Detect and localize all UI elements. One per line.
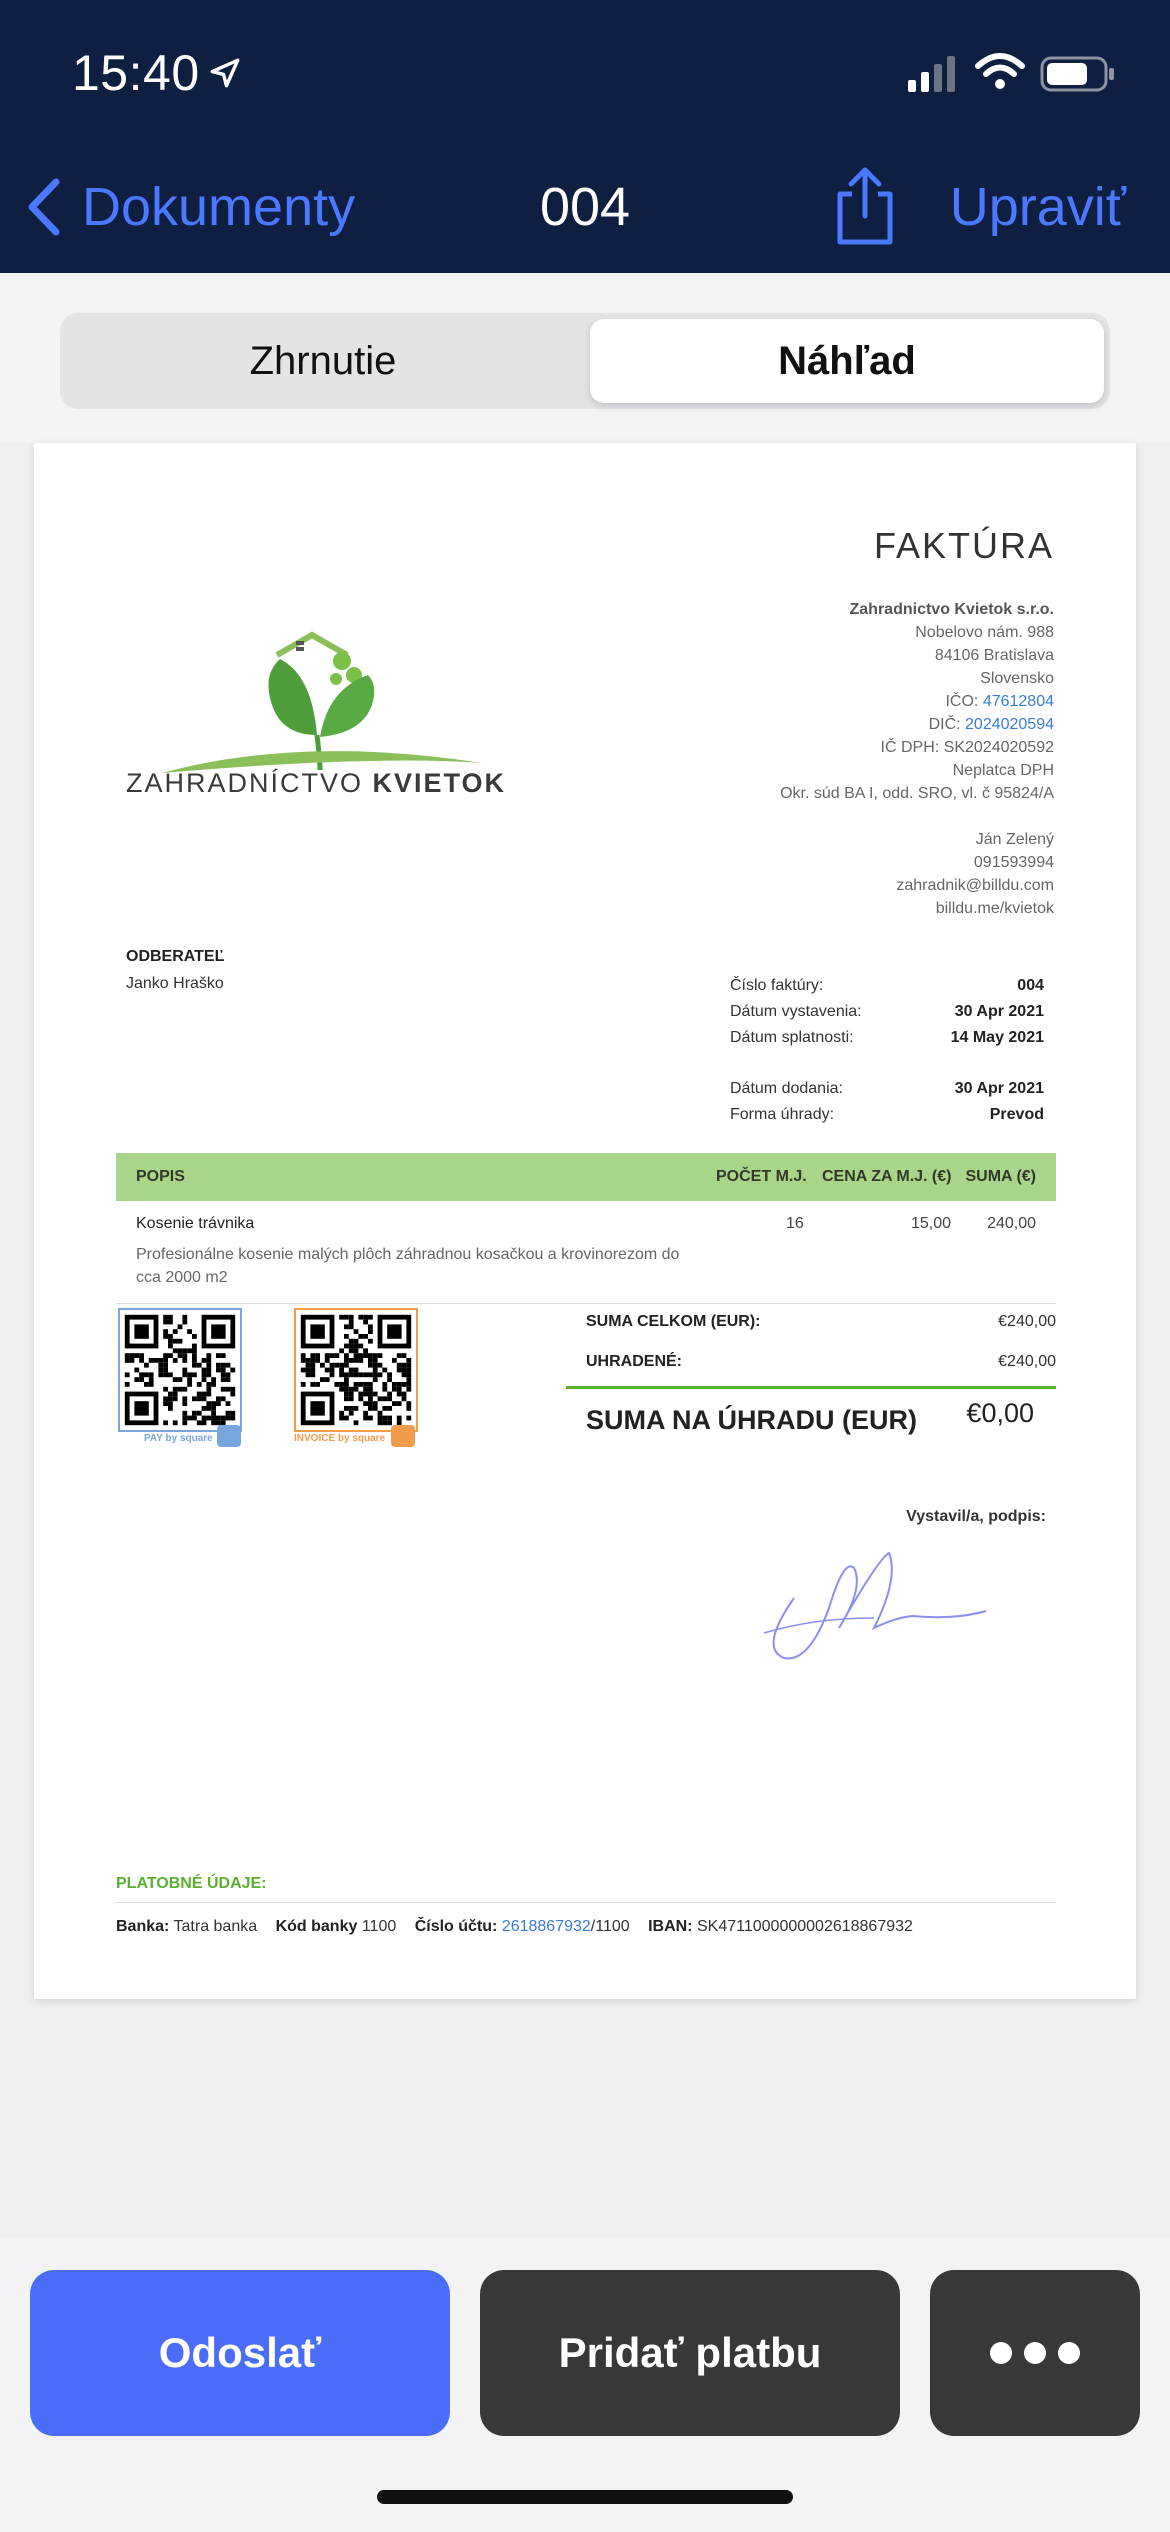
payment-details: Banka: Tatra banka Kód banky 1100 Číslo účtu: 2618867932/1100 IBAN: SK4711000000002618867932 (116, 1918, 913, 1935)
card-icon (217, 1425, 241, 1447)
share-icon[interactable] (832, 164, 898, 248)
pay-by-square-caption: PAY by square (144, 1433, 213, 1444)
contact-phone: 091593994 (973, 854, 1054, 871)
battery-icon (1040, 54, 1116, 94)
bottom-action-bar (0, 2238, 1170, 2532)
amount-due-value: €0,00 (966, 1398, 1034, 1428)
issuer-ico: IČO: 47612804 (945, 693, 1054, 710)
issuer-name: Zahradnictvo Kvietok s.r.o. (849, 601, 1054, 618)
back-button[interactable] (24, 172, 355, 242)
issuer-block (780, 598, 1054, 805)
segmented-control (60, 313, 1110, 409)
meta-due-date: Dátum splatnosti: 14 May 2021 (730, 1029, 1044, 1046)
more-dots-icon (990, 2342, 1012, 2364)
chevron-left-icon (24, 176, 64, 238)
meta-issue-date: Dátum vystavenia: 30 Apr 2021 (730, 1003, 1044, 1020)
pay-by-square-qr-icon (118, 1308, 242, 1432)
ico-link[interactable]: 47612804 (982, 693, 1054, 710)
paid-row: UHRADENÉ: €240,00 (586, 1353, 1056, 1370)
contact-web: billdu.me/kvietok (935, 900, 1054, 917)
item-name: Kosenie trávnika (136, 1215, 255, 1232)
company-logo-text: ZAHRADNÍCTVO KVIETOK (126, 768, 507, 798)
contact-person: Ján Zelený (975, 831, 1054, 848)
invoice-by-square-caption: INVOICE by square (294, 1433, 386, 1444)
cellular-signal-icon (906, 54, 956, 94)
buyer-label: ODBERATEĽ (126, 948, 225, 965)
totals-divider (566, 1386, 1056, 1389)
edit-button[interactable]: Upraviť (949, 177, 1126, 237)
invoice-title: FAKTÚRA (873, 525, 1054, 566)
divider (116, 1902, 1056, 1903)
invoice-preview (34, 443, 1136, 1999)
contact-email: zahradnik@billdu.com (896, 877, 1054, 894)
contact-block (896, 828, 1054, 920)
issuer-icdph: IČ DPH: SK2024020592 (880, 739, 1054, 756)
invoice-by-square-qr-icon (294, 1308, 418, 1432)
issuer-street: Nobelovo nám. 988 (915, 624, 1054, 641)
status-time: 15:40 (72, 45, 200, 101)
buyer-name: Janko Hraško (126, 975, 224, 992)
items-table-header (116, 1153, 1056, 1201)
amount-due-label: SUMA NA ÚHRADU (EUR) (586, 1405, 917, 1435)
issuer-dic: DIČ: 2024020594 (928, 716, 1054, 733)
item-unit-price: 15,00 (910, 1215, 951, 1232)
more-options-button[interactable] (930, 2270, 1140, 2436)
location-arrow-icon (208, 56, 242, 90)
account-link[interactable]: 2618867932 (501, 1918, 591, 1935)
issuer-city: 84106 Bratislava (934, 647, 1054, 664)
invoice-meta (730, 973, 1044, 1128)
item-description: Profesionálne kosenie malých plôch záhradnou kosačkou a krovinorezom do cca 2000 m2 (136, 1246, 680, 1286)
meta-number: Číslo faktúry: 004 (730, 977, 1044, 994)
payment-details-label: PLATOBNÉ ÚDAJE: (116, 1875, 267, 1892)
signature-label: Vystavil/a, podpis: (906, 1508, 1046, 1525)
back-label: Dokumenty (82, 177, 356, 237)
navigation-bar (0, 0, 1170, 273)
add-payment-button[interactable]: Pridať platbu (480, 2270, 900, 2436)
col-total: SUMA (€) (965, 1168, 1036, 1185)
home-indicator (377, 2490, 793, 2504)
wifi-icon (974, 52, 1026, 92)
col-unit-price: CENA ZA M.J. (€) (822, 1168, 952, 1185)
signature-image (754, 1528, 1014, 1668)
issuer-vat-status: Neplatca DPH (952, 762, 1054, 779)
send-button[interactable]: Odoslať (30, 2270, 450, 2436)
segment-bar (0, 273, 1170, 443)
divider (116, 1303, 1056, 1304)
issuer-country: Slovensko (980, 670, 1054, 687)
tab-preview[interactable]: Náhľad (590, 319, 1104, 403)
page-title: 004 (539, 177, 631, 237)
document-icon (391, 1425, 415, 1447)
dic-link[interactable]: 2024020594 (965, 716, 1054, 733)
total-row: SUMA CELKOM (EUR): €240,00 (586, 1313, 1056, 1330)
meta-payment-method: Forma úhrady: Prevod (730, 1106, 1044, 1123)
tab-summary[interactable]: Zhrnutie (249, 338, 397, 383)
col-description: POPIS (136, 1168, 185, 1185)
meta-delivery-date: Dátum dodania: 30 Apr 2021 (730, 1080, 1044, 1097)
item-total: 240,00 (987, 1215, 1036, 1232)
issuer-registry: Okr. súd BA I, odd. SRO, vl. č 95824/A (780, 785, 1054, 802)
col-quantity: POČET M.J. (716, 1168, 807, 1185)
item-quantity: 16 (786, 1215, 804, 1232)
